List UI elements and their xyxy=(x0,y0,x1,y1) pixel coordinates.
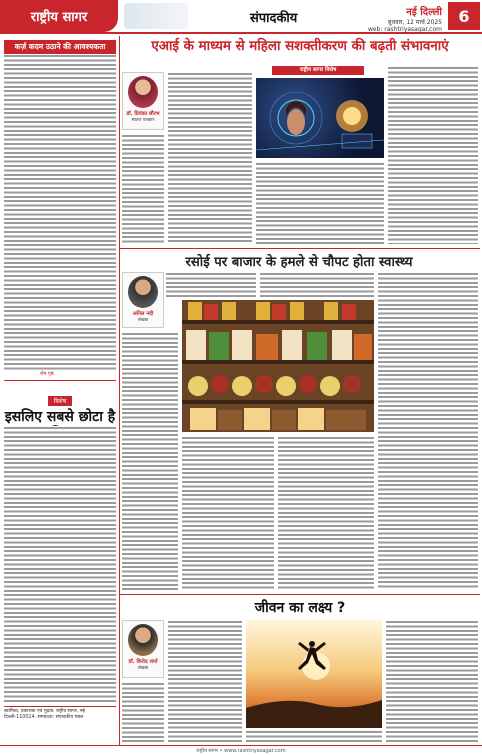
section-divider xyxy=(120,248,480,249)
section-divider xyxy=(4,380,116,381)
author-name: अनिल नदी xyxy=(132,311,154,317)
masthead-logo-image xyxy=(124,3,188,29)
continuation-tag: शेष पृष्ठ xyxy=(40,371,54,377)
website-link[interactable]: web: rashtriyasagar.com xyxy=(367,26,442,33)
life-story-col-3 xyxy=(246,730,382,742)
author-photo xyxy=(128,276,158,308)
author-desc: लेखक xyxy=(137,666,149,671)
life-story-col-2 xyxy=(168,620,242,742)
column-divider xyxy=(119,36,120,745)
middle-story-col-1 xyxy=(122,332,178,590)
author-box xyxy=(122,620,164,678)
left-story-headline: कर्ज़ कदम उठाने की आवश्यकता xyxy=(4,40,116,54)
author-name: डॉ. प्रियंका सौरभ xyxy=(126,111,160,117)
ai-woman-illustration xyxy=(256,78,384,158)
middle-story-col-1-top xyxy=(166,272,256,298)
main-story-subhead: राष्ट्रीय सागर विशेष xyxy=(272,66,364,75)
masthead: राष्ट्रीय सागर xyxy=(0,0,118,32)
author-box xyxy=(122,272,164,328)
middle-story-col-2-top xyxy=(260,272,374,298)
imprint-note: स्वामित्व, प्रकाशक एवं मुद्रक: राष्ट्रीय सागर, नई दिल्ली-110024. सम्पादक: संपादकीय मंडल xyxy=(4,706,116,720)
life-goal-headline: जीवन का लक्ष्य ? xyxy=(254,600,346,616)
main-headline: एआई के माध्यम से महिला सशक्तीकरण की बढ़ती संभावनाएं xyxy=(151,39,449,54)
main-story-col-1 xyxy=(122,134,164,244)
life-story-col-1 xyxy=(122,682,164,742)
author-photo xyxy=(128,76,158,108)
author-desc: लेखक xyxy=(137,318,149,323)
kaliyug-headline: इसलिए सबसे छोटा है xyxy=(4,409,116,425)
page-header xyxy=(0,0,482,34)
grocery-shelf-photo xyxy=(182,300,374,432)
dateline-city: नई दिल्ली xyxy=(406,7,442,18)
middle-story-col-4 xyxy=(378,272,478,590)
main-story-col-3 xyxy=(256,162,384,244)
kaliyug-body xyxy=(4,426,116,702)
jumping-silhouette-photo xyxy=(246,620,382,728)
dateline xyxy=(368,4,442,33)
kaliyug-kicker: विशेष xyxy=(48,396,72,406)
author-desc: स्वतंत्र पत्रकार xyxy=(131,118,155,123)
page-footer: राष्ट्रीय सागर • www.rashtriyasagar.com xyxy=(0,745,482,755)
author-name: डॉ. विनोद शर्मा xyxy=(128,659,158,665)
dateline-date: बुधवार, 12 मार्च 2025 xyxy=(388,19,442,26)
middle-headline: रसोई पर बाजार के हमले से चौपट होता स्वास्थ्य xyxy=(185,255,413,270)
main-story-col-2 xyxy=(168,72,252,244)
life-story-col-4 xyxy=(386,620,478,742)
middle-story-col-3 xyxy=(278,436,374,590)
page-number: 6 xyxy=(448,2,480,30)
main-story-col-4 xyxy=(388,66,478,244)
section-divider xyxy=(120,594,480,595)
author-box xyxy=(122,72,164,130)
middle-story-col-2 xyxy=(182,436,274,590)
left-story-body xyxy=(4,54,116,370)
author-photo xyxy=(128,624,158,656)
section-title: संपादकीय xyxy=(250,11,298,26)
